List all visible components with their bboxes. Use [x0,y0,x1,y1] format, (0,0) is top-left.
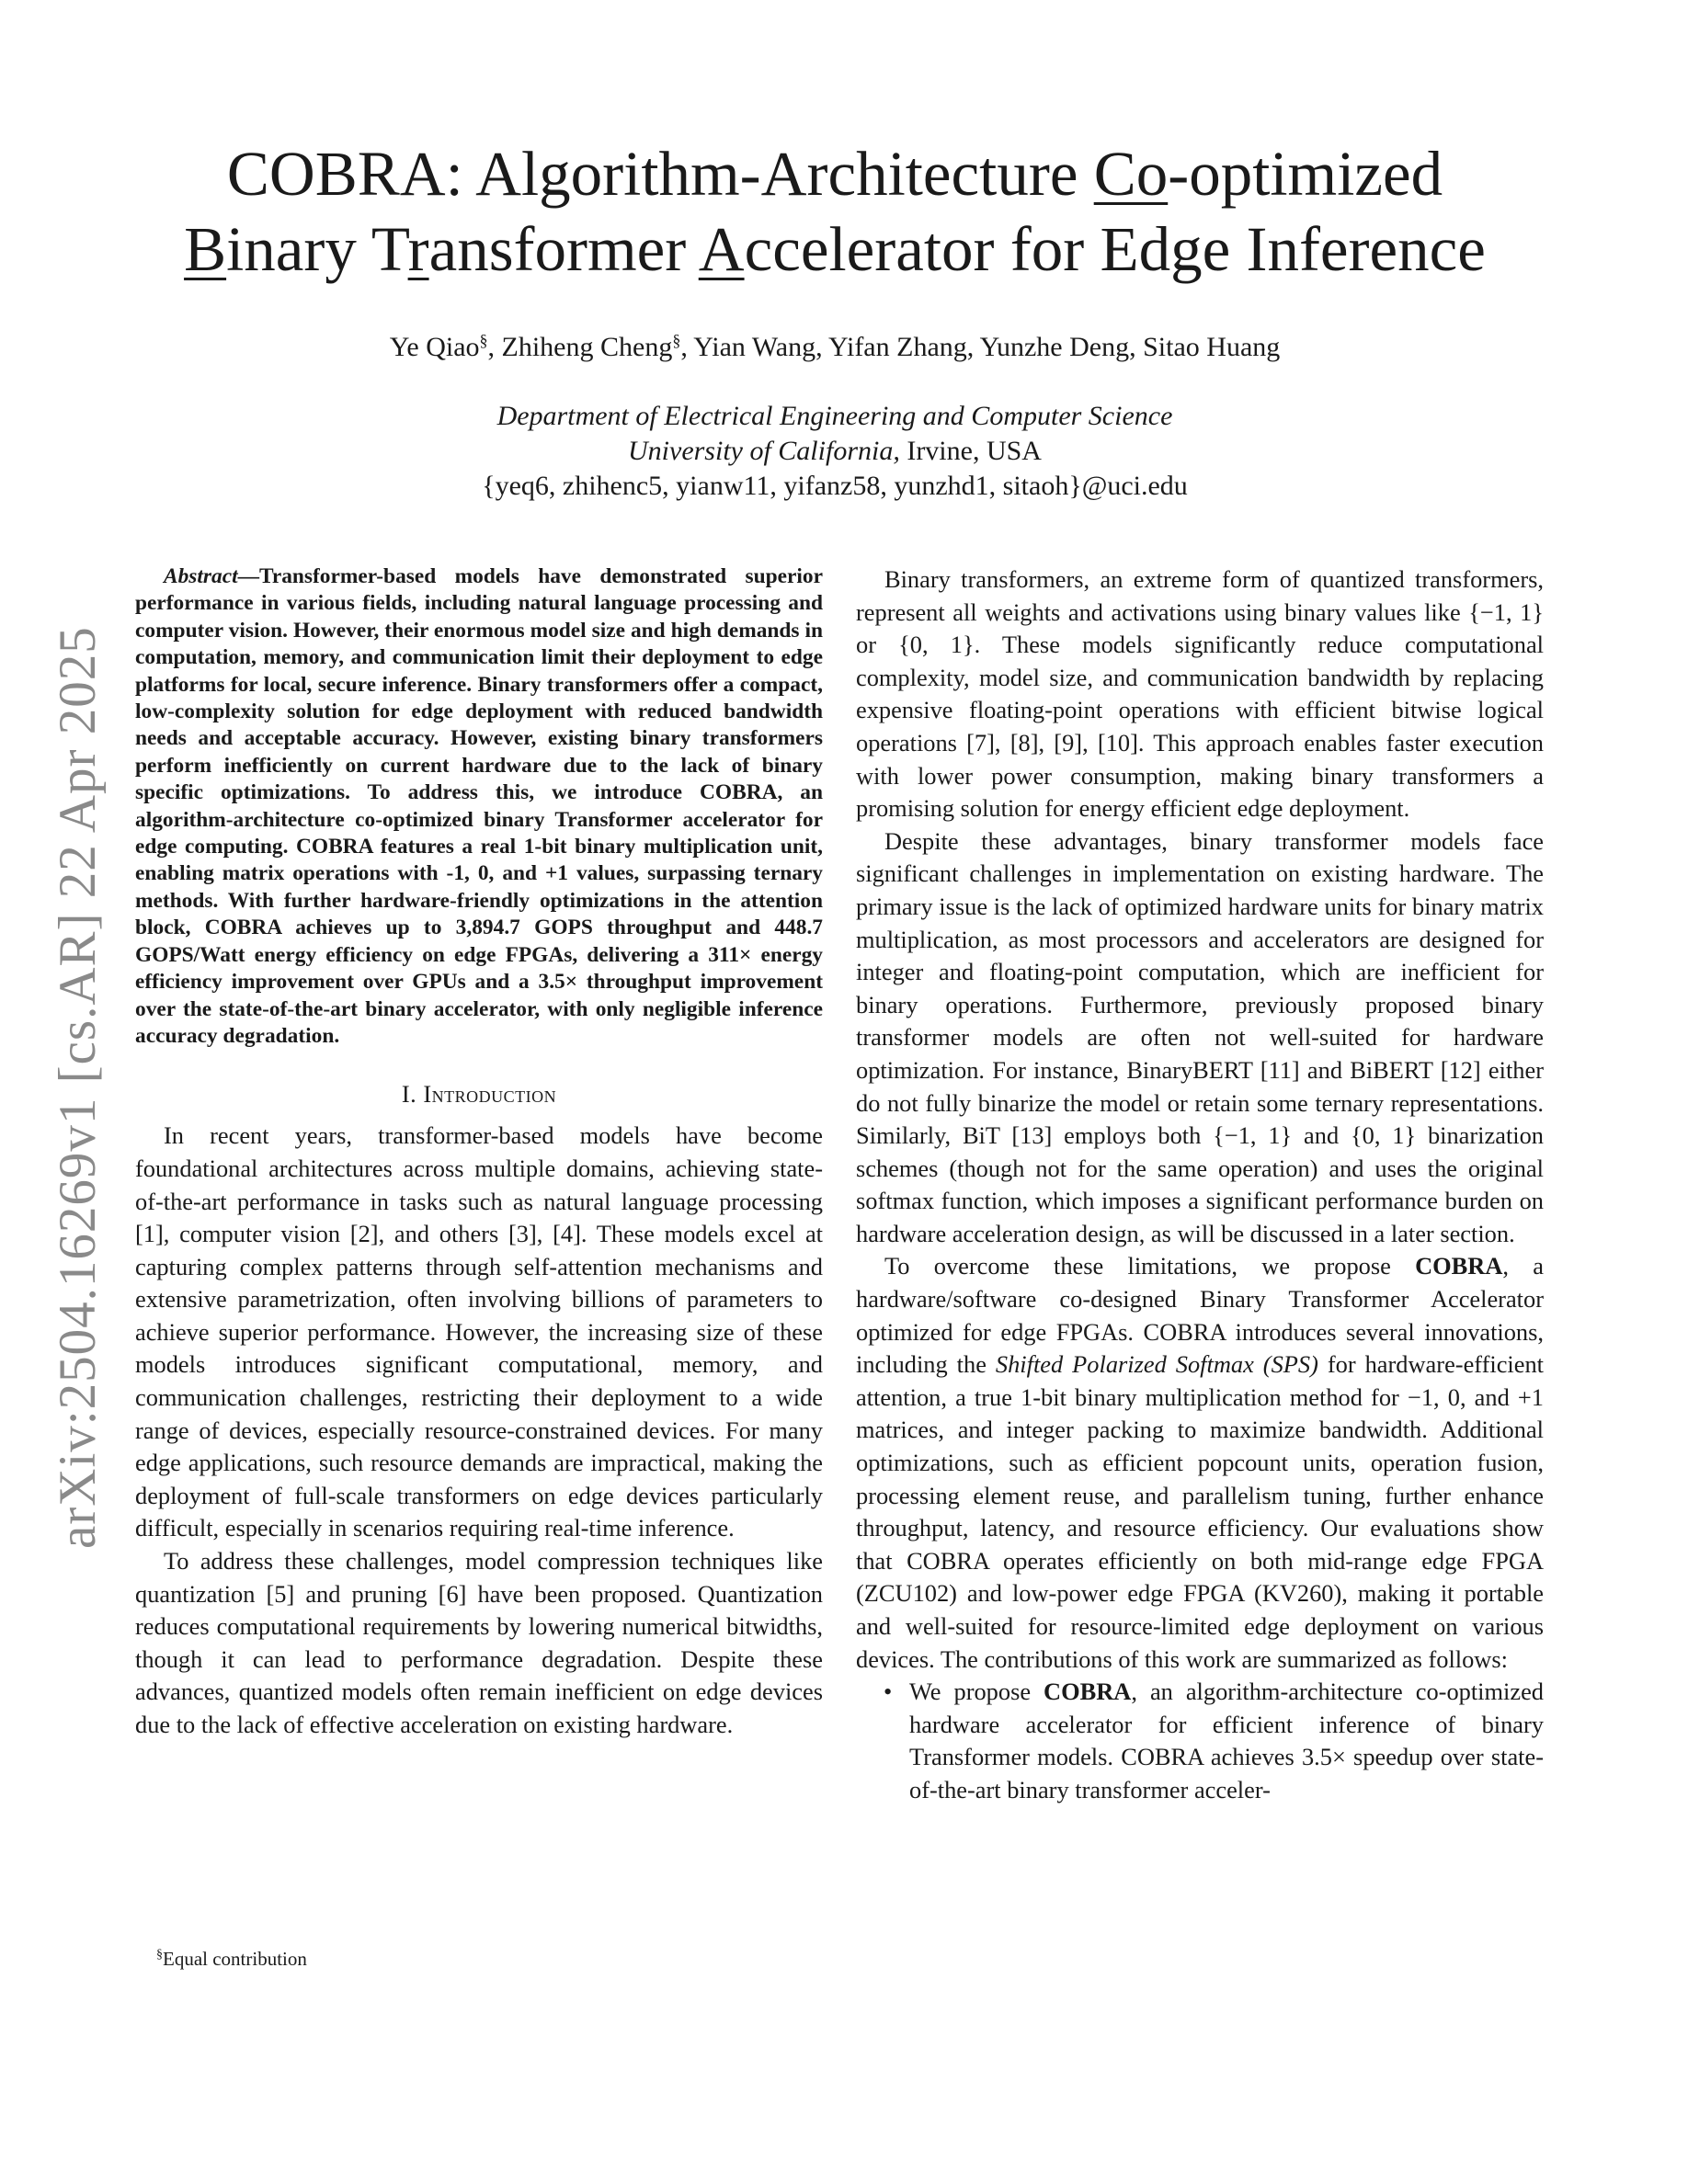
body-paragraph: Binary transformers, an extreme form of quantized transformers, represent all weights and activations using binary values like {−1, 1} or {0, 1}. These models significantly reduce computational complexity, model size, and communication bandwidth by replacing expensive floating-point operations with efficient bitwise logical operations [7], [8], [9], [10]. This approach enables faster execution with lower power consumption, making binary transformers a promising solution for energy efficient edge deployment. [856,565,1544,823]
left-column [135,563,823,1742]
title-underlined-b: B [184,214,227,284]
author: Ye Qiao§ [389,331,488,362]
intro-paragraph: To address these challenges, model compression techniques like quantization [5] and pruning [6] have been proposed. Quantization reduces computational requirements by lowering numerical bitwidths, though it can lead to performance degradation. Despite these advances, quantized models often remain inefficient on edge devices due to the lack of effective acceleration on existing hardware. [135,1547,823,1738]
title-line-2 [129,211,1541,287]
footnote: §Equal contribution [156,1948,307,1970]
title-text: ansformer [428,214,699,284]
abstract-text: —Transformer-based models have demonstrated superior performance in various fields, including natural language processing and computer vision. However, their enormous model size and high demands in computation, memory, and communication limit their deployment to edge platforms for local, secure inference. Binary transformers offer a compact, low-complexity solution for edge deployment with reduced bandwidth needs and acceptable accuracy. However, existing binary transformers perform inefficiently on current hardware due to the lack of binary specific optimizations. To address this, we introduce COBRA, an algorithm-architecture co-optimized binary Transformer accelerator for edge computing. COBRA features a real 1-bit binary multiplication unit, enabling matrix operations with -1, 0, and +1 values, surpassing ternary methods. With further hardware-friendly optimizations in the attention block, COBRA achieves up to 3,894.7 GOPS throughput and 448.7 GOPS/Watt energy efficiency on edge FPGAs, delivering a 311× energy efficiency improvement over GPUs and a 3.5× throughput improvement over the state-of-the-art binary accelerator, with only negligible inference accuracy degradation. [135,564,823,1048]
affiliation [129,399,1541,504]
abstract [135,563,823,1050]
author: Sitao Huang [1143,332,1281,362]
author: Yifan Zhang [827,332,967,362]
title-text: -optimized [1168,139,1443,209]
contributions-list [856,1676,1544,1806]
author: Yian Wang [693,332,816,362]
title-text: COBRA: Algorithm-Architecture [226,139,1094,209]
body-paragraph: Despite these advantages, binary transformer models face significant challenges in implementation on existing hardware. The primary issue is the lack of optimized hardware units for binary matrix multiplication, as most processors and accelerators are designed for integer and floating-point computation, which are inefficient for binary operations. Furthermore, previously proposed binary transformer models are often not well-suited for hardware optimization. For instance, BinaryBERT [11] and BiBERT [12] either do not fully binarize the model or retain some ternary representations. Similarly, BiT [13] employs both {−1, 1} and {0, 1} binarization schemes (though not for the same operation) and uses the original softmax function, which imposes a significant performance burden on hardware acceleration design, as will be discussed in a later section. [856,826,1544,1247]
title-underlined-co: Co [1093,139,1169,209]
right-column [856,563,1544,1807]
author: Yunzhe Deng [979,332,1130,362]
title-text: inary T [226,214,408,284]
paper-title [129,136,1541,287]
section-heading: I. Introduction [401,1080,557,1109]
body-paragraph: To overcome these limitations, we propose COBRA, a hardware/software co-designed Binary Transformer Accelerator optimized for edge FPGAs. COBRA introduces several innovations, including the Shifted Polarized Softmax (SPS) for hardware-efficient attention, a true 1-bit binary multiplication method for −1, 0, and +1 matrices, and integer packing to maximize bandwidth. Additional optimizations, such as efficient popcount units, operation fusion, processing element reuse, and parallelism tuning, further enhance throughput, latency, and resource efficiency. Our evaluations show that COBRA operates efficiently on both mid-range edge FPGA (ZCU102) and low-power edge FPGA (KV260), making it portable and well-suited for resource-limited edge deployment on various devices. The contributions of this work are summarized as follows: [856,1252,1544,1673]
author: Zhiheng Cheng§ [501,331,681,362]
arxiv-stamp: arXiv:2504.16269v1 [cs.AR] 22 Apr 2025 [49,626,107,1549]
title-underlined-r: r [407,214,429,284]
abstract-label: Abstract [164,564,238,588]
department: Department of Electrical Engineering and Computer Science [496,401,1173,431]
author-list: Ye Qiao§, Zhiheng Cheng§, Yian Wang, Yifan Zhang, Yunzhe Deng, Sitao Huang [389,331,1281,362]
university: University of California, Irvine, USA [628,436,1042,466]
intro-paragraph: In recent years, transformer-based models have become foundational architectures across multiple domains, achieving state-of-the-art performance in tasks such as natural language processing [1], computer vision [2], and others [3], [4]. These models excel at capturing complex patterns through self-attention mechanisms and extensive parametrization, often involving billions of parameters to achieve superior performance. However, the increasing size of these models introduces significant computational, memory, and communication challenges, restricting their deployment to a wide range of devices, especially resource-constrained devices. For many edge applications, such resource demands are impractical, making the deployment of full-scale transformers on edge devices particularly difficult, especially in scenarios requiring real-time inference. [135,1121,823,1542]
emails: {yeq6, zhihenc5, yianw11, yifanz58, yunzhd1, sitaoh}@uci.edu [482,471,1188,501]
title-line-1 [129,136,1541,211]
list-item: • We propose COBRA, an algorithm-architecture co-optimized hardware accelerator for efficient inference of binary Transformer models. COBRA achieves 3.5× speedup over state-of-the-art binary transformer acceler- [909,1676,1544,1806]
title-text: ccelerator for Edge Inference [744,214,1486,284]
title-underlined-a: A [698,214,745,284]
